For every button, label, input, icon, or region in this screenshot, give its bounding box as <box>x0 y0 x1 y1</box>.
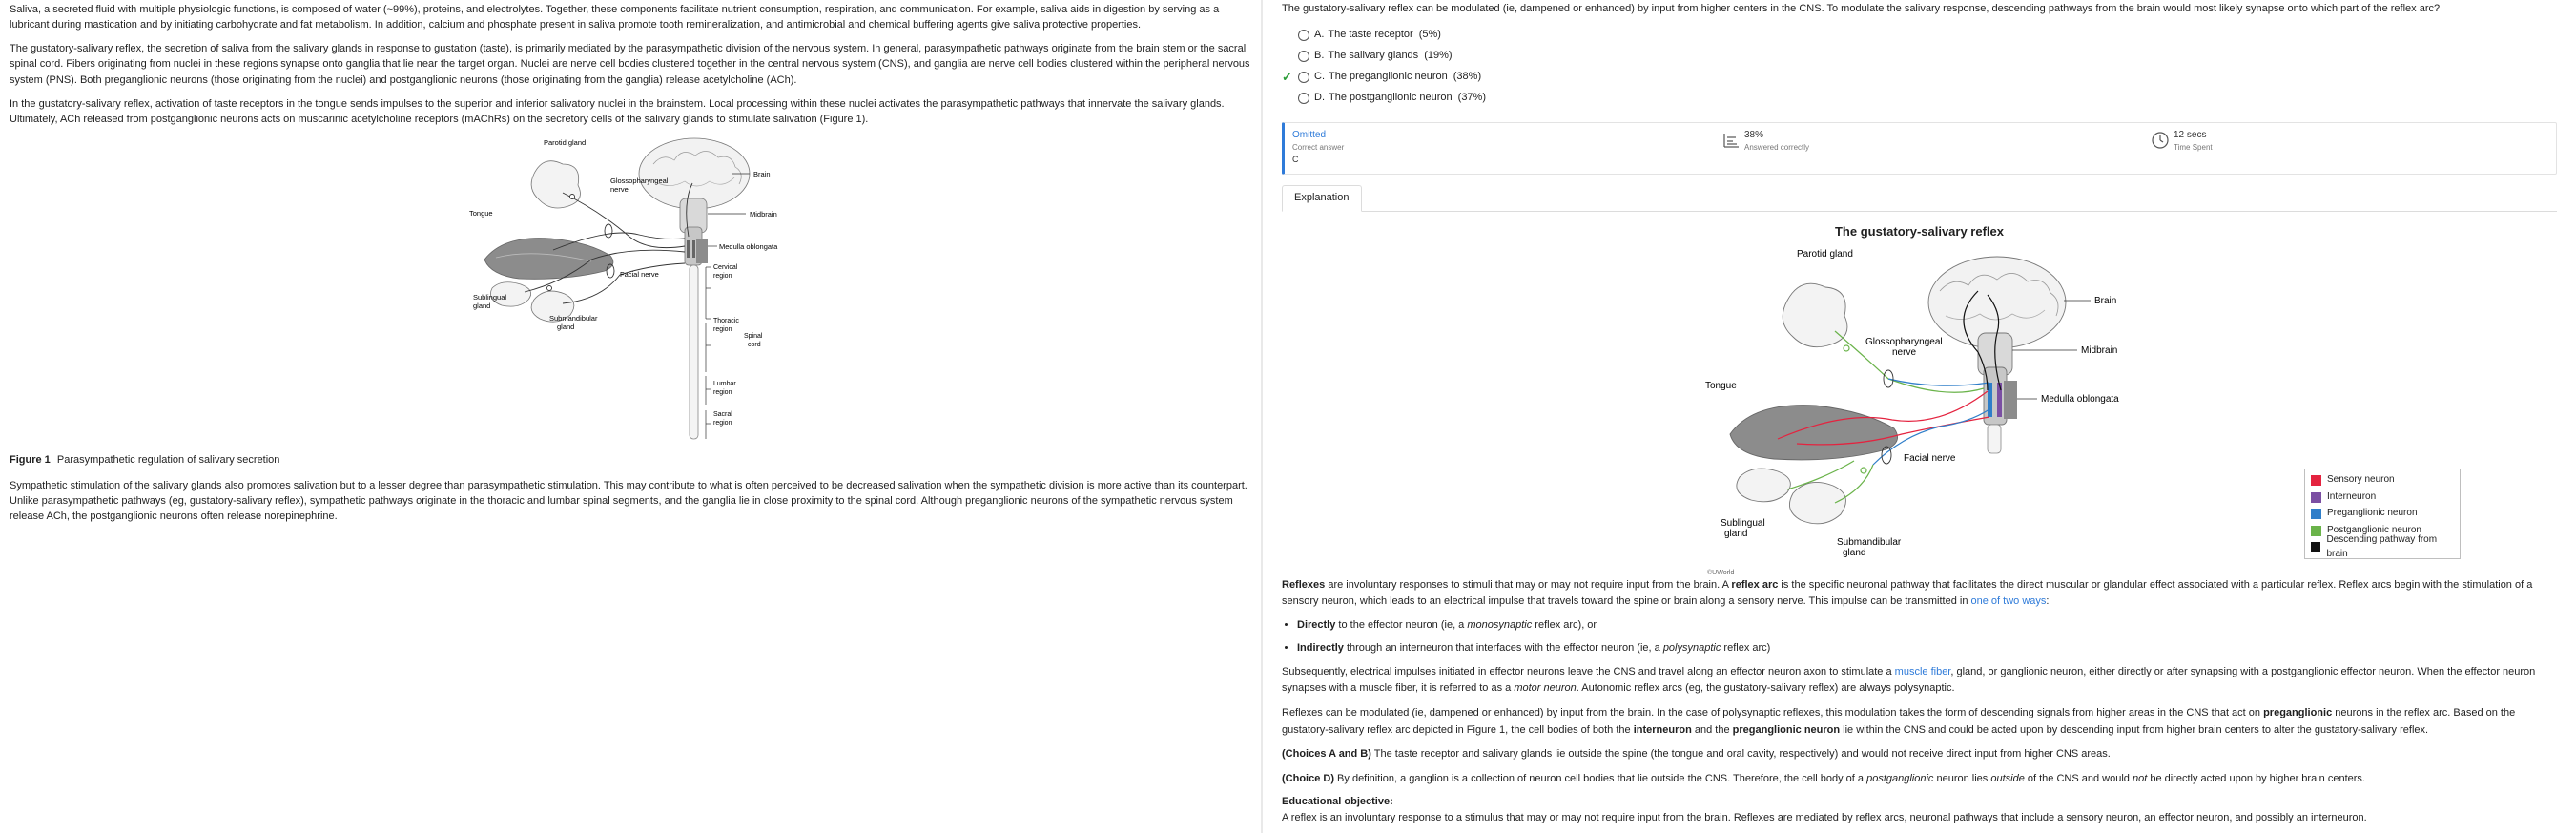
legend-swatch <box>2311 509 2321 519</box>
legend-label: Descending pathway from brain <box>2326 534 2438 559</box>
figure-1-caption-label: Figure 1 <box>10 454 51 467</box>
submandibular-gland-shape <box>1789 482 1845 523</box>
explanation-paragraph-2 <box>1282 664 2557 698</box>
text-run: Reflexes can be modulated (ie, dampened or enhanced) by input from the brain. In the case of polysynaptic reflexes, this modulation takes the form of descending signals from higher areas in the CNS that act on <box>1282 707 2264 719</box>
stat-time-spent <box>2151 129 2213 154</box>
list-item <box>1297 641 2557 656</box>
fig2-label-brain: Brain <box>2094 295 2117 306</box>
term-polysynaptic: polysynaptic <box>1662 641 1721 654</box>
legend-swatch <box>2311 542 2320 552</box>
term-indirectly: Indirectly <box>1297 641 1344 654</box>
choice-text: The salivary glands <box>1328 49 1419 61</box>
parotid-gland-shape <box>531 161 580 208</box>
fig2-label-tongue: Tongue <box>1705 380 1737 391</box>
correct-check-icon: ✓ <box>1282 69 1292 84</box>
passage-paragraph-1: Saliva, a secreted fluid with multiple physiologic functions, is composed of water (~99%), proteins, and electrolytes. Together, these components facilitate nutrient consumption, respiration, and communication. For example, saliva aids in digestion by serving as a lubricant during mastication and by initiating carbohydrate and fat metabolism. In addition, calcium and phosphate present in saliva promote tooth remineralization, and antimicrobial and chemical buffering agents give saliva protective properties. <box>10 4 1220 31</box>
fig1-label-cervical-region: region <box>713 273 732 281</box>
time-spent-value: 12 secs <box>2174 129 2207 140</box>
text-run: neuron lies <box>1933 772 1991 784</box>
choice-letter: C. <box>1314 70 1325 82</box>
passage-paragraph-2: The gustatory-salivary reflex, the secretion of saliva from the salivary glands in response to gustation (taste), is primarily mediated by the parasympathetic division of the nervous system. In general, parasympathetic pathways originate from the brain stem or the sacral spinal cord. Fibers originating from nuclei in these regions synapse onto ganglia that lie near the target organ. Nuclei are nerve cell bodies clustered together in the central nervous system (CNS), and ganglia are nerve cell bodies clustered within the peripheral nervous system (PNS). Both preganglionic neurons (those originating from the nuclei) and postganglionic neurons (those originating from the ganglia) release acetylcholine (ACh). <box>10 43 1250 86</box>
bar-chart-icon <box>1721 131 1741 150</box>
choice-text: The preganglionic neuron <box>1329 70 1448 82</box>
figure-1-diagram <box>467 135 849 446</box>
fig2-label-submandibular: Submandibular <box>1837 536 1902 548</box>
fig2-label-medulla: Medulla oblongata <box>2041 393 2119 405</box>
text-run: is the specific neuronal pathway that facilitates the direct muscular or glandular effect associated with a particular reflex. Reflex arcs begin with the stimulation of a sensory neuron, which leads to an electrical impulse that travels toward the spine or brain along a sensory nerve. This impulse can be transmitted in <box>1282 578 2533 608</box>
fig1-label-sacral: Sacral <box>713 411 732 419</box>
choice-ref-a-b: (Choices A and B) <box>1282 748 1371 760</box>
time-spent-label: Time Spent <box>2174 143 2213 153</box>
answer-choices <box>1282 25 2557 109</box>
passage-paragraph-3: In the gustatory-salivary reflex, activation of taste receptors in the tongue sends impulses to the superior and inferior salivatory nuclei in the brainstem. Local processing within these nuclei activates the parasympathetic pathways that innervate the salivary glands. Ultimately, ACh released from postganglionic neurons acts on muscarinic acetylcholine receptors (mAChRs) on the secretory cells of the salivary glands to stimulate salivation (Figure 1). <box>10 97 1225 125</box>
answer-choice-d[interactable] <box>1293 88 2557 109</box>
figure-legend <box>2304 469 2461 560</box>
text-run: , gland, or ganglionic neuron, either directly or after synapsing with a postganglionic effector neuron. When the effector neuron synapses with a muscle fiber, it is referred to as a <box>1282 665 2536 695</box>
fig2-copyright: ©UWorld <box>1707 569 1735 576</box>
fig2-label-glosso-nerve: nerve <box>1892 346 1917 358</box>
explanation-choices-a-b <box>1282 746 2557 763</box>
figure-1-caption <box>10 453 1251 469</box>
term-postganglionic: postganglionic <box>1866 772 1934 784</box>
fig1-label-cervical: Cervical <box>713 264 738 272</box>
radio-button-b[interactable] <box>1298 51 1309 62</box>
fig1-label-sublingual-gland: gland <box>473 302 491 311</box>
brainstem-shape <box>680 198 708 265</box>
spinal-cord-shape <box>690 265 698 439</box>
fig1-label-spinal: Spinal <box>744 333 763 341</box>
list-item <box>1297 618 2557 634</box>
figure-2-svg <box>1701 243 2293 577</box>
term-motor-neuron: motor neuron <box>1514 682 1577 695</box>
legend-item <box>2311 506 2454 523</box>
fig1-label-parotid: Parotid gland <box>544 138 587 148</box>
tongue-shape <box>1730 405 1898 459</box>
link-one-of-two-ways[interactable]: one of two ways <box>1970 595 2047 608</box>
text-run: The taste receptor and salivary glands lie outside the spine (the tongue and oral cavity, respectively) and would not receive direct input from higher CNS areas. <box>1370 748 2111 760</box>
label-leader-lines <box>706 174 750 439</box>
educational-objective-heading: Educational objective: <box>1282 796 1393 808</box>
term-directly: Directly <box>1297 618 1336 631</box>
sublingual-gland-shape <box>1737 469 1790 502</box>
term-interneuron: interneuron <box>1633 723 1692 736</box>
fig2-label-sublingual-gland: gland <box>1724 528 1748 539</box>
choice-percentage: (5%) <box>1418 28 1441 40</box>
figure-1-svg <box>467 135 849 446</box>
choice-percentage: (38%) <box>1453 70 1482 82</box>
fig1-label-sacral-region: region <box>713 420 732 427</box>
legend-swatch <box>2311 526 2321 536</box>
fig2-label-facial: Facial nerve <box>1904 452 1956 464</box>
text-run: reflex arc), or <box>1532 618 1597 631</box>
fig1-label-lumbar: Lumbar <box>713 381 736 388</box>
term-reflexes: Reflexes <box>1282 578 1326 591</box>
text-run: of the CNS and would <box>2024 772 2133 784</box>
term-outside: outside <box>1990 772 2025 784</box>
text-run: Subsequently, electrical impulses initiated in effector neurons leave the CNS and travel along an effector neuron axon to stimulate a <box>1282 665 1895 677</box>
term-monosynaptic: monosynaptic <box>1467 618 1533 631</box>
legend-label: Postganglionic neuron <box>2327 524 2421 535</box>
fig1-label-submandibular: Submandibular <box>549 314 598 323</box>
term-reflex-arc: reflex arc <box>1731 578 1779 591</box>
answer-stats-bar <box>1282 122 2557 175</box>
legend-label: Sensory neuron <box>2327 474 2395 486</box>
text-run: be directly acted upon by higher brain centers. <box>2147 772 2365 784</box>
percent-correct-value: 38% <box>1744 129 1764 140</box>
fig1-label-submandibular-gland: gland <box>557 323 575 332</box>
fig1-label-thoracic: Thoracic <box>713 318 739 325</box>
explanation-paragraph-1 <box>1282 577 2557 611</box>
link-muscle-fiber[interactable]: muscle fiber <box>1894 665 1951 677</box>
text-run: reflex arc) <box>1721 641 1771 654</box>
fig1-label-sublingual: Sublingual <box>473 293 507 302</box>
text-run: to the effector neuron (ie, a <box>1335 618 1468 631</box>
text-run: through an interneuron that interfaces with the effector neuron (ie, a <box>1343 641 1663 654</box>
fig1-label-glosso: Glossopharyngeal <box>610 177 669 186</box>
fig2-label-midbrain: Midbrain <box>2081 344 2118 356</box>
term-preganglionic-neuron: preganglionic neuron <box>1732 723 1841 736</box>
parotid-gland-shape <box>1783 283 1847 346</box>
answer-choice-a[interactable] <box>1293 25 2557 46</box>
fig1-label-lumbar-region: region <box>713 389 732 397</box>
passage-paragraph-4: Sympathetic stimulation of the salivary glands also promotes salivation but to a lesser degree than parasympathetic stimulation. This may contribute to what is often perceived to be decreased salivation when the sympathetic division is more active than its counterpart. Unlike parasympathetic pathways (eg, gustatory-salivary reflex), sympathetic pathways originate in the thoracic and lumbar spinal segments, and the ganglia lie in close proximity to the spinal cord. Although preganglionic neurons of the sympathetic nervous system release ACh, the postganglionic neurons often release norepinephrine. <box>10 480 1247 523</box>
educational-objective-text: A reflex is an involuntary response to a stimulus that may or may not require input from the brain. Reflexes are mediated by reflex arcs, neuronal pathways that include a sensory neuron, an effector neuron, and possibly an interneuron. <box>1282 812 2367 824</box>
legend-item <box>2311 534 2454 559</box>
text-run: : <box>2046 595 2050 608</box>
legend-swatch <box>2311 475 2321 486</box>
fig1-label-facial: Facial nerve <box>620 270 659 280</box>
term-not: not <box>2132 772 2148 784</box>
explanation-paragraph-3 <box>1282 705 2557 739</box>
answer-choice-c[interactable] <box>1282 67 2557 88</box>
tab-bar <box>1282 186 2557 212</box>
fig1-label-glosso-nerve: nerve <box>610 185 629 195</box>
radio-button-c[interactable] <box>1298 72 1309 83</box>
fig1-label-tongue: Tongue <box>469 209 493 219</box>
text-run: neurons in the reflex arc. Based on the gustatory-salivary reflex arc depicted in Figure 1, the cell bodies of both the <box>1282 707 2516 736</box>
figure-1-caption-text: Parasympathetic regulation of salivary secretion <box>56 454 280 467</box>
text-run: By definition, a ganglion is a collection of neuron cell bodies that lie outside the CNS. Therefore, the cell body of a <box>1334 772 1867 784</box>
stat-percent-correct <box>1721 129 1809 154</box>
legend-item <box>2311 472 2454 489</box>
fig1-label-midbrain: Midbrain <box>750 210 777 219</box>
gustatory-reflex-diagram <box>1701 243 2438 577</box>
correct-answer-label: Correct answer <box>1292 143 1345 153</box>
legend-item <box>2311 489 2454 506</box>
fig1-label-medulla: Medulla oblongata <box>719 242 778 252</box>
fig2-label-parotid: Parotid gland <box>1797 248 1853 260</box>
fig1-label-brain: Brain <box>753 170 771 179</box>
explanation-choice-d <box>1282 771 2557 788</box>
fig1-label-spinal-cord: cord <box>748 342 761 349</box>
status-label: Omitted <box>1292 129 1327 140</box>
answer-choice-b[interactable] <box>1293 46 2557 67</box>
fig1-label-thoracic-region: region <box>713 326 732 334</box>
text-run: are involuntary responses to stimuli that may or may not require input from the brain. A <box>1325 578 1732 591</box>
choice-text: The postganglionic neuron <box>1329 91 1453 103</box>
fig2-label-submandibular-gland: gland <box>1843 547 1866 558</box>
clock-icon <box>2151 131 2170 150</box>
correct-answer-value: C <box>1292 155 1299 165</box>
percent-correct-label: Answered correctly <box>1744 143 1810 153</box>
choice-percentage: (19%) <box>1424 49 1453 61</box>
legend-label: Preganglionic neuron <box>2327 508 2418 519</box>
brainstem-shape <box>1978 333 2017 453</box>
tab-explanation[interactable]: Explanation <box>1282 185 1362 212</box>
explanation-figure-title: The gustatory-salivary reflex <box>1834 223 2005 239</box>
choice-letter: D. <box>1314 91 1325 103</box>
text-run: lie within the CNS and could be acted upon by descending input from higher brain centers to alter the gustatory-salivary reflex. <box>1840 723 2429 736</box>
stat-omitted <box>1292 129 1344 166</box>
choice-letter: B. <box>1314 49 1325 61</box>
choice-ref-d: (Choice D) <box>1282 772 1334 784</box>
text-run: and the <box>1691 723 1733 736</box>
reflex-type-list <box>1297 618 2557 656</box>
question-panel <box>1263 0 2576 833</box>
term-preganglionic: preganglionic <box>2263 707 2333 719</box>
choice-letter: A. <box>1314 28 1325 40</box>
fig2-label-sublingual: Sublingual <box>1721 517 1765 529</box>
legend-label: Interneuron <box>2327 490 2377 502</box>
legend-swatch <box>2311 492 2321 503</box>
radio-button-a[interactable] <box>1298 30 1309 41</box>
choice-percentage: (37%) <box>1457 91 1486 103</box>
question-stem: The gustatory-salivary reflex can be modulated (ie, dampened or enhanced) by input from higher centers in the CNS. To modulate the salivary response, descending pathways from the brain would most likely synapse onto which part of the reflex arc? <box>1282 3 2441 14</box>
fig2-label-glosso: Glossopharyngeal <box>1865 336 1943 347</box>
text-run: . Autonomic reflex arcs (eg, the gustatory-salivary reflex) are always polysynaptic. <box>1576 682 1955 695</box>
radio-button-d[interactable] <box>1298 93 1309 104</box>
passage-panel <box>0 0 1261 833</box>
choice-text: The taste receptor <box>1328 28 1413 40</box>
